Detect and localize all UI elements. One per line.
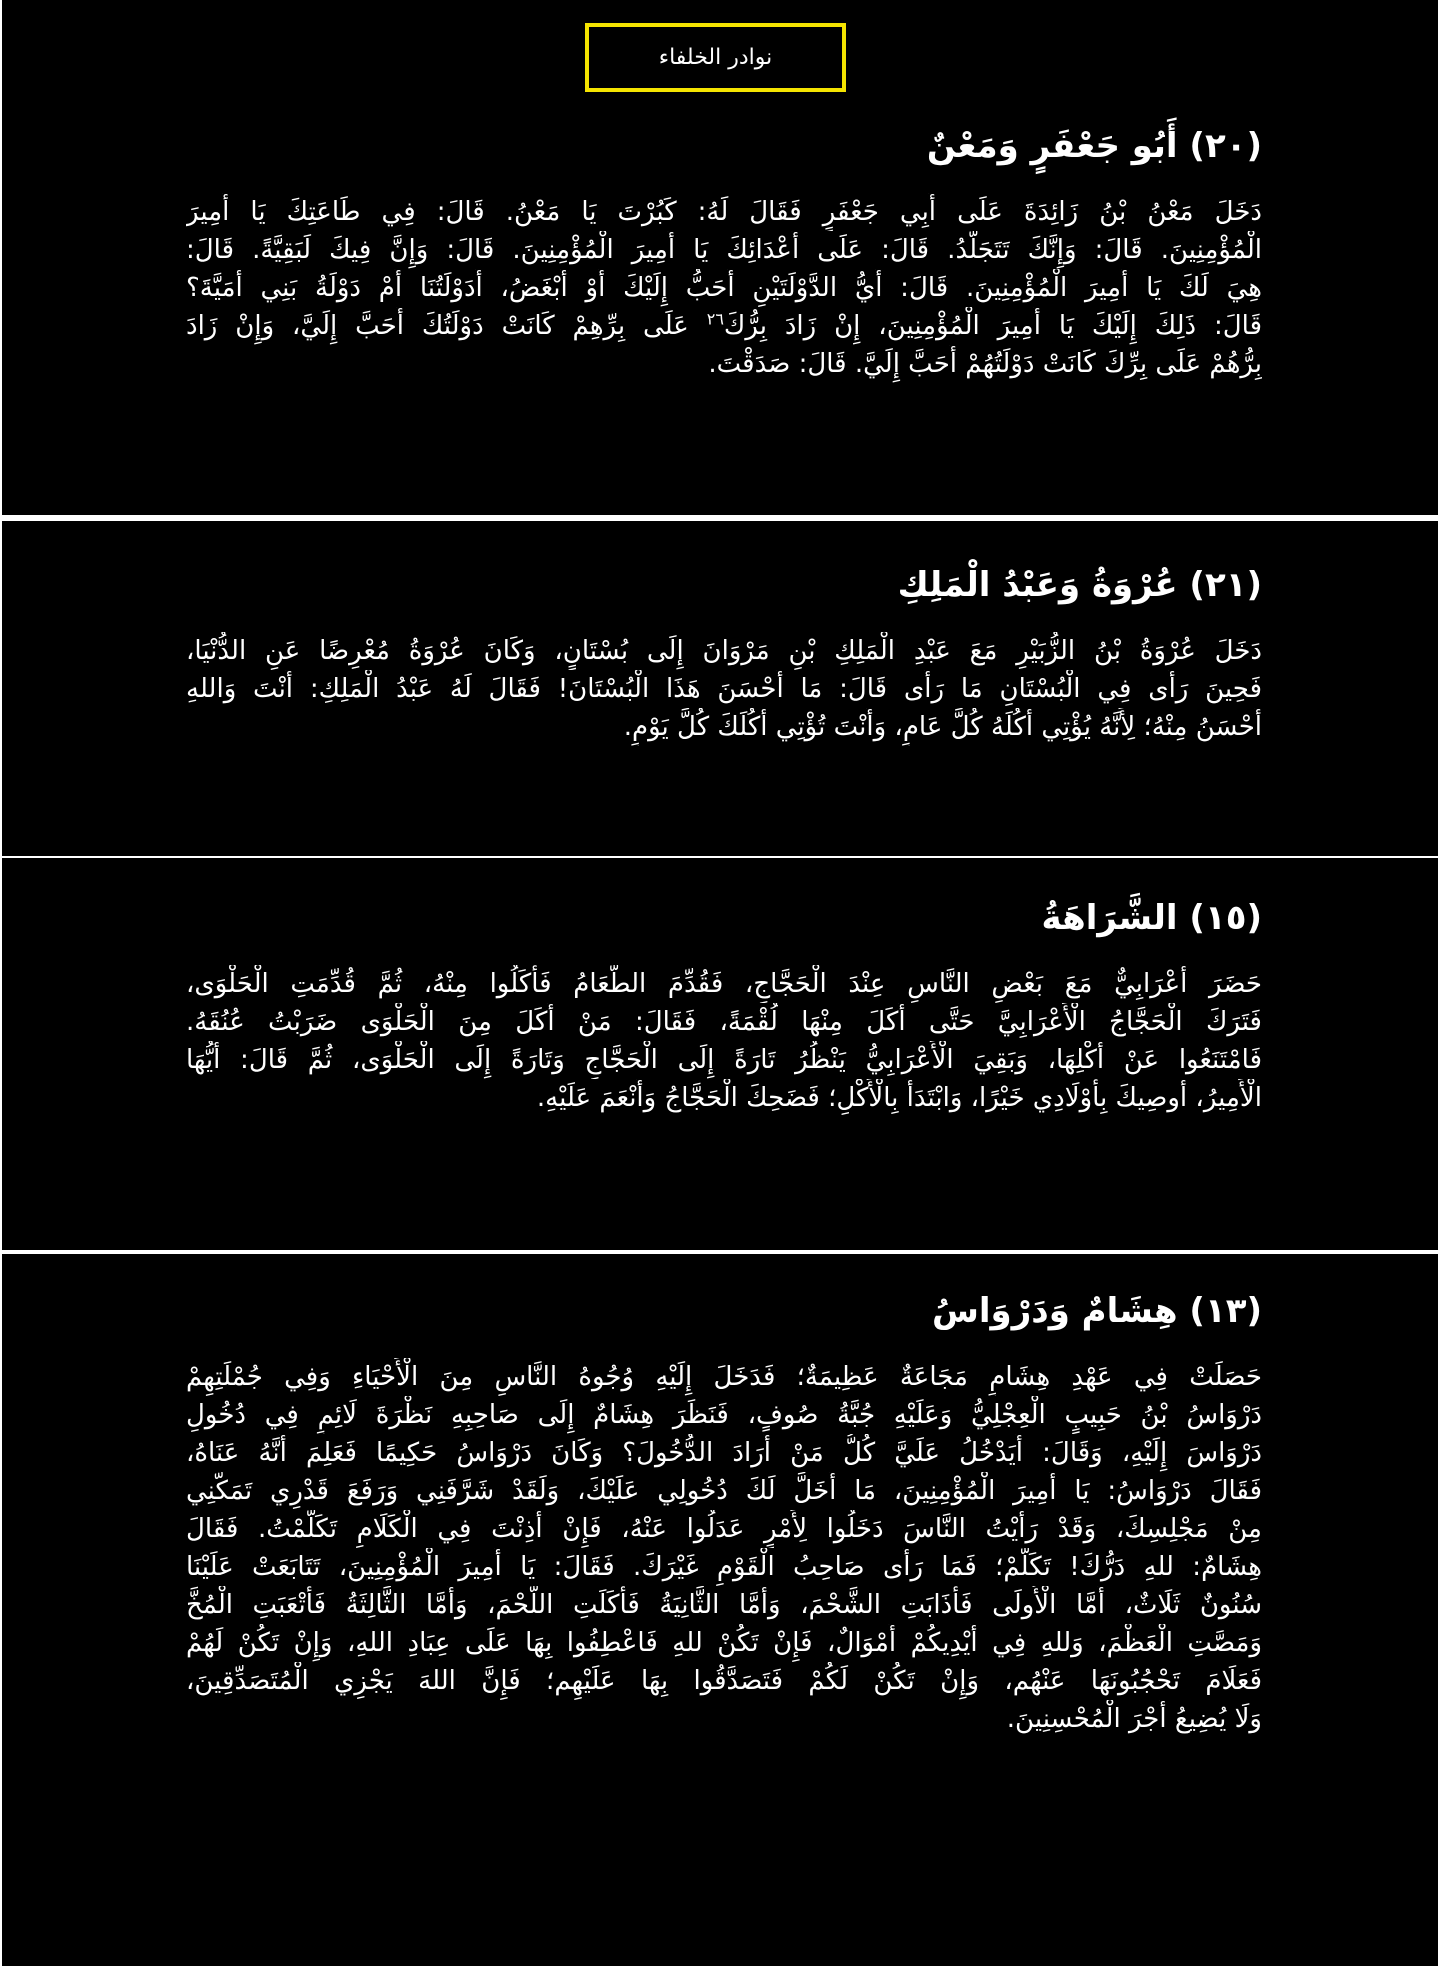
story-title-text: أَبُو جَعْفَرٍ وَمَعْنٌ [926, 126, 1178, 166]
paragraph-line-with-footnote [186, 307, 1262, 345]
story-paragraph [186, 1358, 1262, 1738]
paragraph-line: حَضَرَ أَعْرَابِيٌّ مَعَ بَعْضِ النَّاسِ عِنْدَ الْحَجَّاجِ، فَقُدِّمَ الطَّعَامُ فَأَكَلُوا مِنْهُ، ثُمَّ قُدِّمَتِ الْحَلْوَى، [186, 969, 1262, 999]
paragraph-line: فَتَرَكَ الْحَجَّاجُ الْأَعْرَابِيَّ حَتَّى أَكَلَ مِنْهَا لُقْمَةً، فَقَالَ: مَنْ أَكَلَ مِنَ الْحَلْوَى ضَرَبْتُ عُنُقَهُ. [186, 1007, 1262, 1037]
story-title-text: هِشَامٌ وَدَرْوَاسُ [931, 1291, 1178, 1331]
paragraph-line: هِشَامٌ: للهِ دَرُّكَ! تَكَلَّمْ؛ فَمَا رَأَى صَاحِبُ الْقَوْمِ غَيْرَكَ. فَقَالَ: يَا أَمِيرَ الْمُؤْمِنِينَ، تَتَابَعَتْ عَلَيْنَا [186, 1552, 1262, 1582]
paragraph-line: وَمَصَّتِ الْعَظْمَ، وَللهِ فِي أَيْدِيكُمْ أَمْوَالٌ، فَإِنْ تَكُنْ للهِ فَاعْطِفُوا بِهَا عَلَى عِبَادِ اللهِ، وَإِنْ تَكُنْ لَهُمْ [186, 1628, 1262, 1658]
story-title [186, 1286, 1262, 1336]
paragraph-line: دَرْوَاسُ بْنُ حَبِيبٍ الْعِجْلِيُّ وَعَلَيْهِ جُبَّةُ صُوفٍ، فَنَظَرَ هِشَامٌ إِلَى صَاحِبِهِ نَظْرَةَ لَائِمٍ فِي دُخُولِ [186, 1400, 1262, 1430]
story-paragraph [186, 965, 1262, 1117]
story-section-21 [186, 560, 1262, 746]
paragraph-line: وَلَا يُضِيعُ أَجْرَ الْمُحْسِنِينَ. [1006, 1704, 1262, 1734]
paragraph-line: هِيَ لَكَ يَا أَمِيرَ الْمُؤْمِنِينَ. قَالَ: أَيُّ الدَّوْلَتَيْنِ أَحَبُّ إِلَيْكَ أَوْ أَبْغَضُ، أَدَوْلَتُنَا أَمْ دَوْلَةُ بَنِي أُمَيَّةَ؟ [186, 273, 1262, 303]
paragraph-line: حَصَلَتْ فِي عَهْدِ هِشَامٍ مَجَاعَةٌ عَظِيمَةٌ؛ فَدَخَلَ إِلَيْهِ وُجُوهُ النَّاسِ مِنَ الْأَحْيَاءِ وَفِي جُمْلَتِهِمْ [186, 1362, 1262, 1392]
footnote-marker[interactable]: ٢٦ [706, 309, 724, 329]
story-number: (٢١) [1189, 565, 1262, 605]
paragraph-line: مِنْ مَجْلِسِكَ، وَقَدْ رَأَيْتُ النَّاسَ دَخَلُوا لِأَمْرٍ عَدَلُوا عَنْهُ، فَإِنْ أَذِنْتَ فِي الْكَلَامِ تَكَلَّمْتُ. فَقَالَ [186, 1514, 1262, 1544]
story-number: (١٥) [1189, 898, 1262, 938]
book-title: نوادر الخلفاء [658, 45, 773, 70]
paragraph-line: دَخَلَ عُرْوَةُ بْنُ الزُّبَيْرِ مَعَ عَبْدِ الْمَلِكِ بْنِ مَرْوَانَ إِلَى بُسْتَانٍ، وَكَانَ عُرْوَةُ مُعْرِضًا عَنِ الدُّنْيَا، [186, 636, 1262, 666]
story-number: (١٣) [1189, 1291, 1262, 1331]
story-title [186, 121, 1262, 171]
story-title [186, 560, 1262, 610]
paragraph-line: الْأَمِيرُ، أُوصِيكَ بِأَوْلَادِي خَيْرًا، وَابْتَدَأَ بِالْأَكْلِ؛ فَضَحِكَ الْحَجَّاجُ وَأَنْعَمَ عَلَيْهِ. [536, 1083, 1262, 1113]
section-divider [0, 1250, 1440, 1254]
story-section-20 [186, 121, 1262, 383]
paragraph-line: فَقَالَ دَرْوَاسُ: يَا أَمِيرَ الْمُؤْمِنِينَ، مَا أَخَلَّ لَكَ دُخُولِي عَلَيْكَ، وَلَقَدْ شَرَّفَنِي وَرَفَعَ قَدْرِي تَمَكُّنِي [186, 1476, 1262, 1506]
story-paragraph [186, 193, 1262, 383]
story-section-15 [186, 893, 1262, 1117]
line-text: عَلَى بِرِّهِمْ كَانَتْ دَوْلَتُكَ أَحَبَّ إِلَيَّ، وَإِنْ زَادَ [186, 311, 689, 341]
paragraph-line: فَامْتَنَعُوا عَنْ أَكْلِهَا، وَبَقِيَ الْأَعْرَابِيُّ يَنْظُرُ تَارَةً إِلَى الْحَجَّاجِ وَتَارَةً إِلَى الْحَلْوَى، ثُمَّ قَالَ: أَيُّهَا [186, 1045, 1262, 1075]
paragraph-line: أَحْسَنُ مِنْهُ؛ لِأَنَّهُ يُؤْتِي أُكُلَهُ كُلَّ عَامٍ، وَأَنْتَ تُؤْتِي أُكُلَكَ كُلَّ يَوْمٍ. [623, 712, 1262, 742]
story-title-text: الشَّرَاهَةُ [1041, 898, 1178, 938]
line-text: قَالَ: ذَلِكَ إِلَيْكَ يَا أَمِيرَ الْمُؤْمِنِينَ، إِنْ زَادَ بِرُّكَ [723, 311, 1262, 341]
paragraph-line: الْمُؤْمِنِينَ. قَالَ: وَإِنَّكَ تَتَجَلَّدُ. قَالَ: عَلَى أَعْدَائِكَ يَا أَمِيرَ الْمُؤْمِنِينَ. قَالَ: وَإِنَّ فِيكَ لَبَقِيَّةً. قَالَ: [186, 235, 1262, 265]
paragraph-line: فَعَلَامَ تَحْجُبُونَهَا عَنْهُم، وَإِنْ تَكُنْ لَكُمْ فَتَصَدَّقُوا بِهَا عَلَيْهِم؛ فَإِنَّ اللهَ يَجْزِي الْمُتَصَدِّقِينَ، [186, 1666, 1262, 1696]
story-title [186, 893, 1262, 943]
paragraph-line: سُنُونٌ ثَلَاثٌ، أَمَّا الْأُولَى فَأَذَابَتِ الشَّحْمَ، وَأَمَّا الثَّانِيَةُ فَأَكَلَتِ اللَّحْمَ، وَأَمَّا الثَّالِثَةُ فَأَتْعَبَتِ الْمُخَّ [186, 1590, 1262, 1620]
story-section-13 [186, 1286, 1262, 1738]
book-title-box [585, 23, 846, 92]
story-number: (٢٠) [1189, 126, 1262, 166]
paragraph-line: بِرُّهُمْ عَلَى بِرِّكَ كَانَتْ دَوْلَتُهُمْ أَحَبَّ إِلَيَّ. قَالَ: صَدَقْتَ. [708, 349, 1262, 379]
story-title-text: عُرْوَةُ وَعَبْدُ الْمَلِكِ [897, 565, 1178, 605]
paragraph-line: فَحِينَ رَأَى فِي الْبُسْتَانِ مَا رَأَى قَالَ: مَا أَحْسَنَ هَذَا الْبُسْتَانَ! فَقَالَ لَهُ عَبْدُ الْمَلِكِ: أَنْتَ وَاللهِ [186, 674, 1262, 704]
section-divider [0, 515, 1440, 521]
paragraph-line: دَخَلَ مَعْنُ بْنُ زَائِدَةَ عَلَى أَبِي جَعْفَرٍ فَقَالَ لَهُ: كَبُرْتَ يَا مَعْنُ. قَالَ: فِي طَاعَتِكَ يَا أَمِيرَ [186, 197, 1262, 227]
story-paragraph [186, 632, 1262, 746]
paragraph-line: دَرْوَاسَ إِلَيْهِ، وَقَالَ: أَيَدْخُلُ عَلَيَّ كُلُّ مَنْ أَرَادَ الدُّخُولَ؟ وَكَانَ دَرْوَاسُ حَكِيمًا فَعَلِمَ أَنَّهُ عَنَاهُ، [186, 1438, 1262, 1468]
section-divider [0, 856, 1440, 858]
